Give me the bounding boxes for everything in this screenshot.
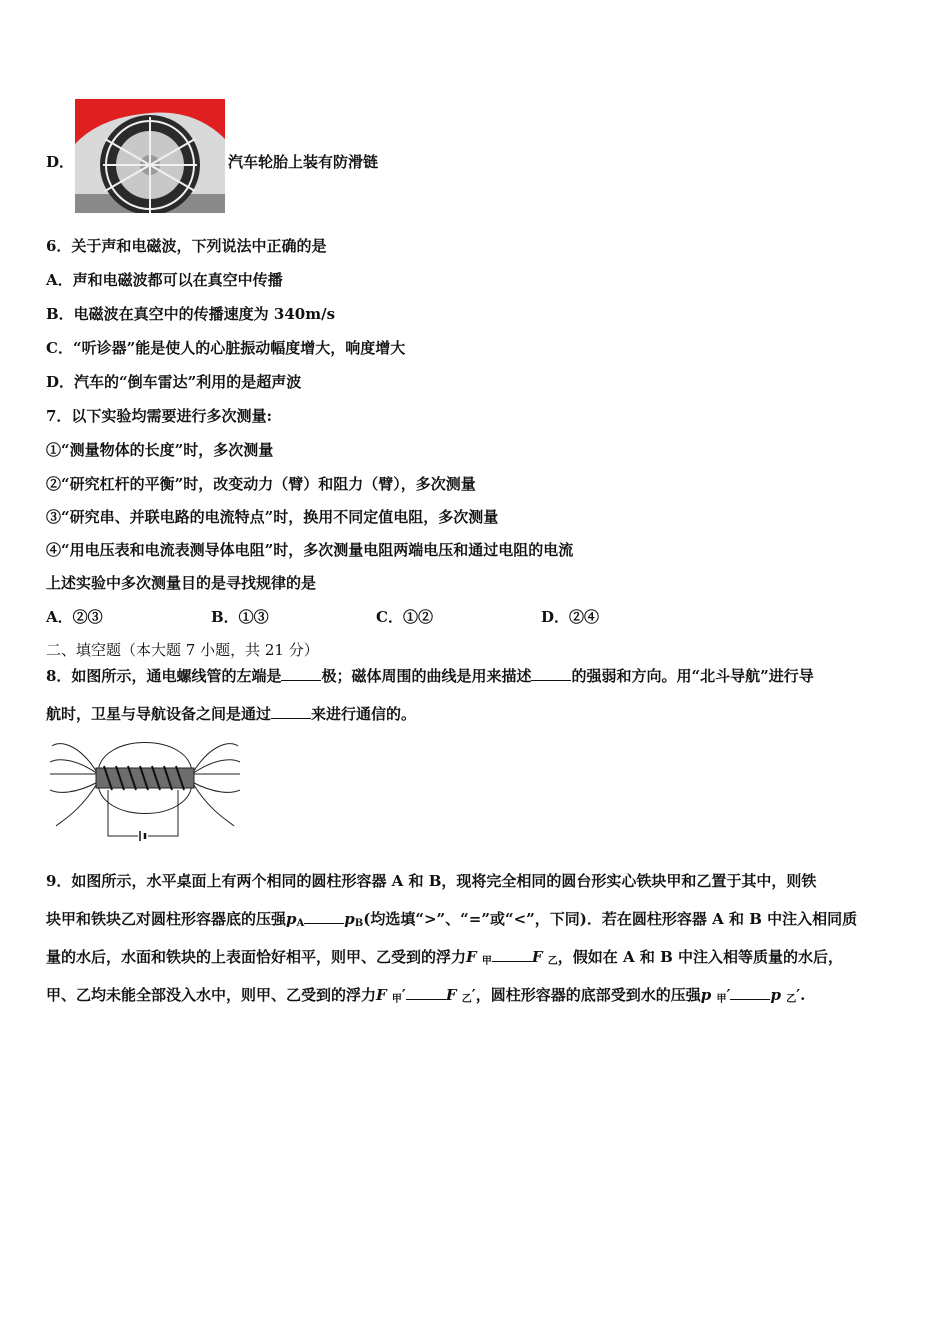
q9-blank-1[interactable]: [304, 909, 344, 924]
q9-symbol-p: p: [770, 986, 781, 1004]
q8-text-1b: 极；磁体周围的曲线是用来描述: [321, 667, 532, 685]
q8-blank-1[interactable]: [281, 666, 321, 681]
q8-blank-2[interactable]: [531, 666, 571, 681]
q9-symbol-f: F: [531, 948, 543, 966]
q9-line-1: 9．如图所示，水平桌面上有两个相同的圆柱形容器 A 和 B，现将完全相同的圆台形实心铁块甲和乙置于其中，则铁: [46, 872, 817, 890]
q9-symbol-p: p: [286, 910, 297, 928]
q9-prime: ′: [726, 986, 731, 1004]
q9-subscript-yi: 乙: [461, 994, 472, 1005]
q9-text-3b: ，假如在 A 和 B 中注入相等质量的水后，: [557, 948, 844, 966]
q9-blank-3[interactable]: [406, 985, 446, 1000]
q9-line-2: [46, 909, 857, 934]
q7-option-b: B．①③: [211, 608, 269, 626]
q7-option-a: A．②③: [46, 608, 103, 626]
q9-blank-4[interactable]: [730, 985, 770, 1000]
q9-text-4a: 甲、乙均未能全部没入水中，则甲、乙受到的浮力: [46, 986, 377, 1004]
q7-item-4: ④“用电压表和电流表测导体电阻”时，多次测量电阻两端电压和通过电阻的电流: [46, 541, 574, 559]
q5-option-d-text: 汽车轮胎上装有防滑链: [228, 153, 379, 171]
q6-option-b: B．电磁波在真空中的传播速度为 340m/s: [46, 305, 336, 323]
q9-prime: ′: [401, 986, 406, 1004]
q9-line-4: [46, 985, 805, 1010]
q9-symbol-f: F: [466, 948, 477, 966]
q8-text-1c: 的强弱和方向。用“北斗导航”进行导: [571, 667, 814, 685]
q5-option-d-label: D．: [46, 153, 75, 171]
q7-option-c: C．①②: [376, 608, 433, 626]
solenoid-field-lines-diagram: [50, 736, 240, 842]
q8-blank-3[interactable]: [271, 704, 311, 719]
q9-symbol-f: F: [376, 986, 387, 1004]
q9-text-2a: 块甲和铁块乙对圆柱形容器底的压强: [46, 910, 287, 928]
q7-item-2: ②“研究杠杆的平衡”时，改变动力（臂）和阻力（臂），多次测量: [46, 475, 476, 493]
q6-stem: 6．关于声和电磁波，下列说法中正确的是: [46, 237, 327, 255]
q9-text-4b: ，圆柱形容器的底部受到水的压强: [475, 986, 701, 1004]
q9-text-3a: 量的水后，水面和铁块的上表面恰好相平，则甲、乙受到的浮力: [46, 948, 467, 966]
q8-text-2b: 来进行通信的。: [311, 705, 417, 723]
q6-option-c: C．“听诊器”能是使人的心脏振动幅度增大，响度增大: [46, 339, 406, 357]
q9-blank-2[interactable]: [492, 947, 532, 962]
q9-symbol-p: p: [700, 986, 712, 1004]
q9-subscript-jia: 甲: [716, 994, 727, 1005]
q8-text-2a: 航时，卫星与导航设备之间是通过: [46, 705, 272, 723]
q9-end: ′.: [796, 986, 806, 1004]
q9-symbol-f: F: [445, 986, 457, 1004]
q9-symbol-p: p: [344, 910, 355, 928]
q9-prime: ′: [471, 986, 476, 1004]
q7-question: 上述实验中多次测量目的是寻找规律的是: [46, 574, 317, 592]
q8-line-1: [46, 666, 814, 686]
q9-subscript-b: B: [354, 918, 364, 929]
q9-subscript-jia: 甲: [481, 956, 492, 967]
q7-item-3: ③“研究串、并联电路的电流特点”时，换用不同定值电阻，多次测量: [46, 508, 499, 526]
q9-line-3: [46, 947, 843, 972]
q7-item-1: ①“测量物体的长度”时，多次测量: [46, 441, 274, 459]
q9-text-2b: (均选填“>”、“=”或“<”，下同)．若在圆柱形容器 A 和 B 中注入相同质: [363, 910, 858, 928]
section-2-title: 二、填空题（本大题 7 小题，共 21 分）: [46, 641, 319, 659]
q6-option-d: D．汽车的“倒车雷达”利用的是超声波: [46, 373, 302, 391]
q9-subscript-a: A: [296, 918, 305, 929]
q7-stem: 7．以下实验均需要进行多次测量:: [46, 407, 272, 425]
q8-text-1a: 8．如图所示，通电螺线管的左端是: [46, 667, 282, 685]
q9-subscript-jia: 甲: [391, 994, 402, 1005]
q9-subscript-yi: 乙: [786, 994, 797, 1005]
q8-line-2: [46, 704, 416, 724]
q9-subscript-yi: 乙: [547, 956, 558, 967]
snow-chain-wheel-image: [75, 99, 225, 213]
q6-option-a: A．声和电磁波都可以在真空中传播: [46, 271, 283, 289]
q7-option-d: D．②④: [541, 608, 600, 626]
